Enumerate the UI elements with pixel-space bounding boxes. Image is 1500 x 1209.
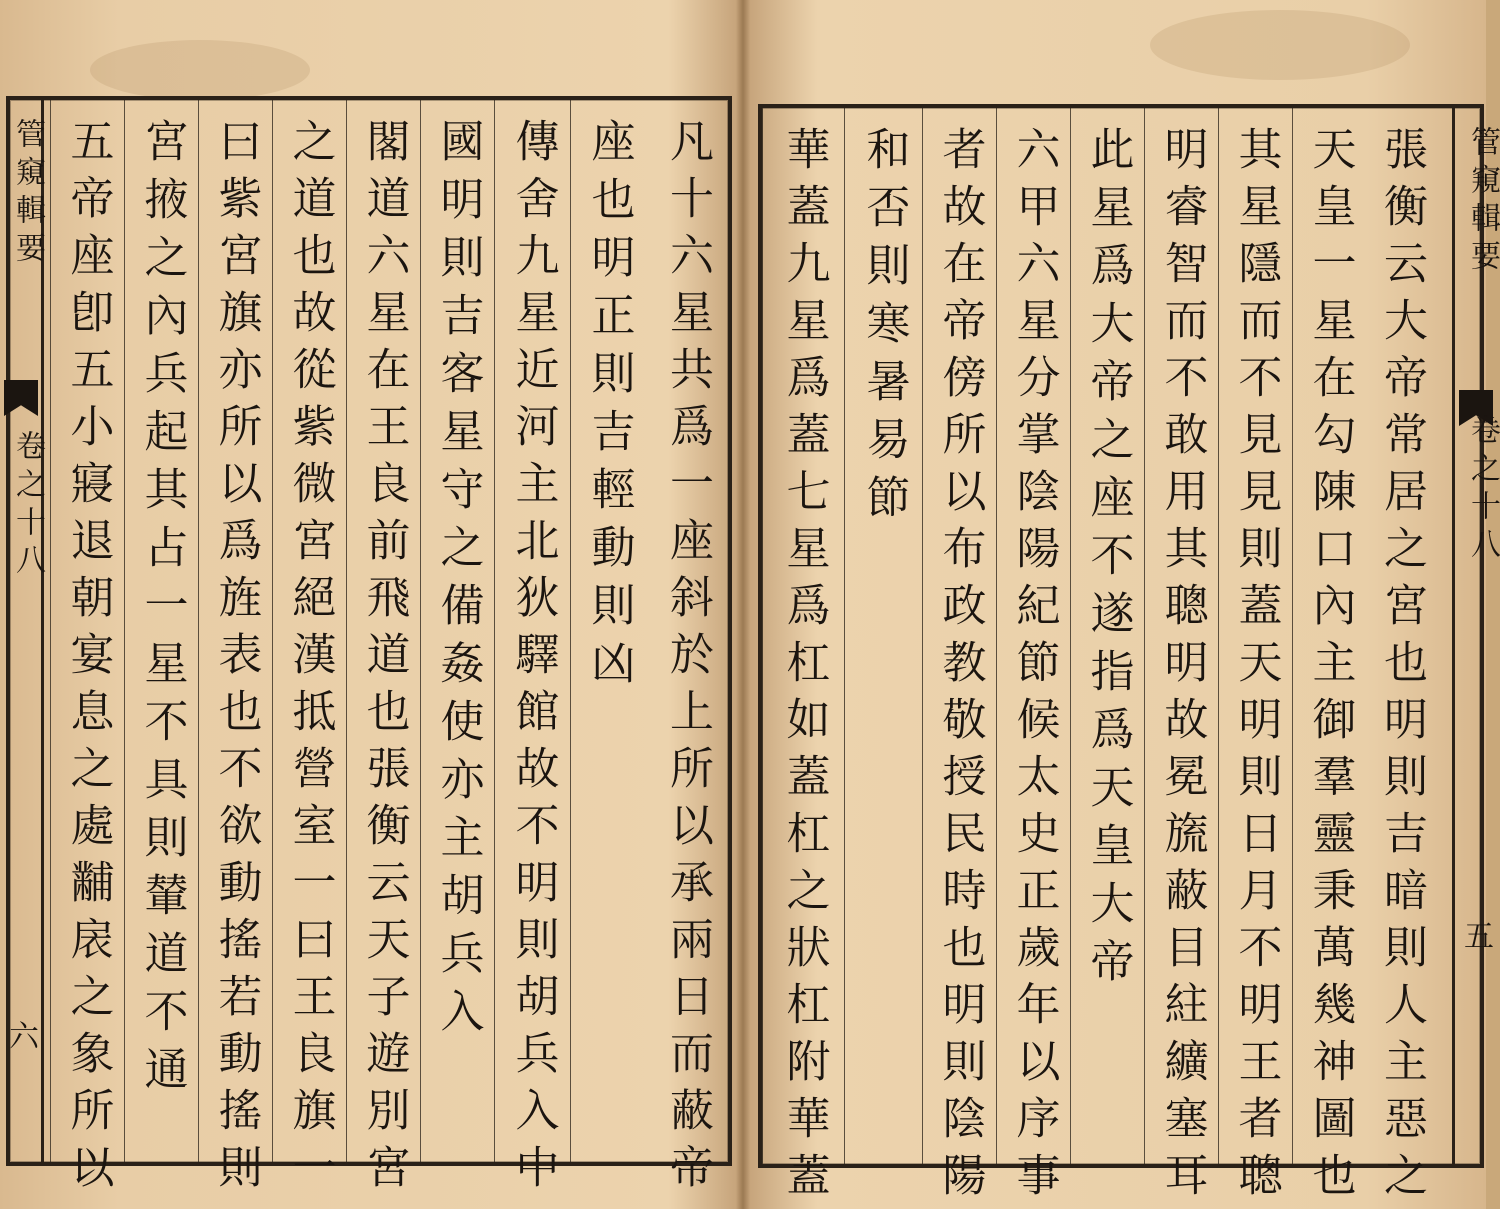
text-column (646, 100, 728, 1201)
column-text: 曰紫宮旗亦所以爲旌表也不欲動搖若動搖則 (210, 118, 262, 1201)
column-text: 此星爲大帝之座不遂指爲天皇大帝 (1082, 126, 1134, 996)
text-column (844, 108, 922, 1164)
margin-book-title: 管窺輯要 (10, 118, 45, 270)
left-page-margin-strip (4, 100, 44, 1162)
column-text: 其星隱而不見見則蓋天明則日月不明王者聰 (1230, 126, 1282, 1209)
fish-tail-mark-icon (4, 380, 38, 416)
column-text: 國明則吉客星守之備姦使亦主胡兵入 (432, 118, 484, 1046)
column-text: 凡十六星共爲一座斜於上所以承兩日而蔽帝 (662, 118, 713, 1201)
margin-leaf-number: 五 (1458, 920, 1493, 950)
text-column (1292, 108, 1366, 1209)
column-text: 張衡云大帝常居之宮也明則吉暗則人主惡之 (1376, 126, 1427, 1209)
column-text: 傳舍九星近河主北狄驛館故不明則胡兵入中 (507, 118, 559, 1201)
left-page-frame (3, 96, 732, 1201)
text-column (996, 108, 1070, 1209)
text-column (346, 100, 420, 1201)
text-column (922, 108, 996, 1209)
right-page-margin-strip (1452, 108, 1500, 1164)
column-text: 宮掖之內兵起其占一星不具則輦道不通 (136, 118, 188, 1104)
text-column (1218, 108, 1292, 1209)
column-text: 華蓋九星爲蓋七星爲杠如蓋杠之狀杠附華蓋 (778, 126, 830, 1209)
column-text: 座也明正則吉輕動則凶 (583, 118, 635, 698)
text-column (494, 100, 570, 1201)
column-text: 天皇一星在勾陳口內主御羣靈秉萬幾神圖也 (1304, 126, 1356, 1209)
column-text: 之道也故從紫微宮絕漢抵營室一曰王良旗一 (284, 118, 336, 1201)
text-column (198, 100, 272, 1201)
margin-book-title: 管窺輯要 (1465, 126, 1500, 278)
margin-volume-label: 卷之十八 (10, 430, 45, 582)
text-column (124, 100, 198, 1162)
text-column (272, 100, 346, 1201)
margin-volume-label: 卷之十八 (1465, 414, 1500, 566)
column-text: 者故在帝傍所以布政教敬授民時也明則陰陽 (934, 126, 986, 1209)
text-column (50, 100, 124, 1201)
text-column (762, 108, 844, 1209)
column-text: 明睿智而不敢用其聰明故冕旒蔽目紸纊塞耳 (1156, 126, 1208, 1209)
left-page (0, 0, 742, 1209)
text-column (1366, 108, 1436, 1209)
column-text: 五帝座卽五小寢退朝宴息之處黼扆之象所以 (62, 118, 114, 1201)
column-text: 和否則寒暑易節 (858, 126, 910, 532)
text-column (420, 100, 494, 1162)
text-column (570, 100, 646, 1162)
right-page (742, 0, 1500, 1209)
column-text: 六甲六星分掌陰陽紀節候太史正歲年以序事 (1008, 126, 1060, 1209)
right-page-frame (758, 104, 1500, 1209)
column-text: 閣道六星在王良前飛道也張衡云天子遊別宮 (358, 118, 410, 1201)
text-column (1144, 108, 1218, 1209)
text-column (1070, 108, 1144, 1164)
margin-leaf-number: 六 (3, 1020, 38, 1050)
